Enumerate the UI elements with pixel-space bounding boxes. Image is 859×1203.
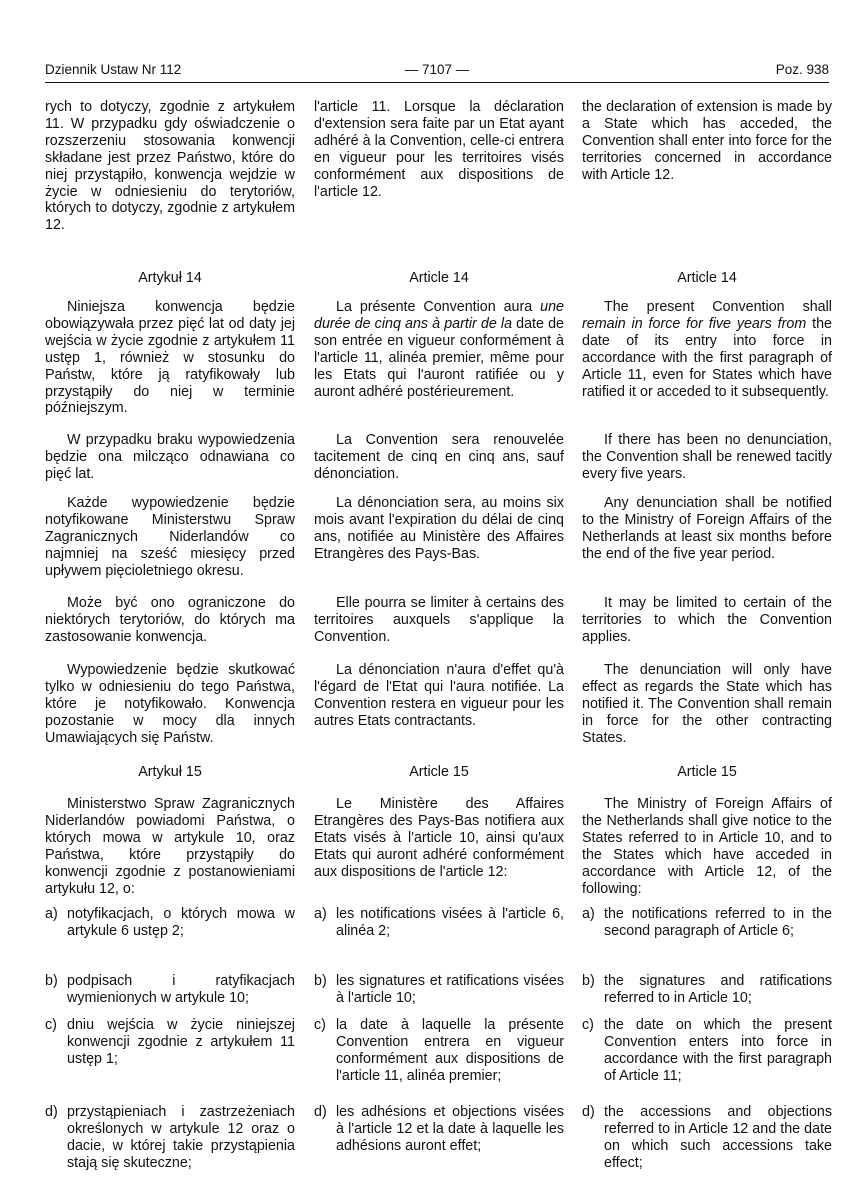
list-item-a: a) the notifications referred to in the second paragraph of Article 6;: [582, 906, 832, 939]
art14-paragraph-4: Może być ono ograniczone do niektórych terytoriów, do których ma zastosowanie konwencja.: [45, 595, 295, 645]
art14-paragraph-3: Any denunciation shall be notified to the Ministry of Foreign Affairs of the Netherlands at least six months before the end of the five year period.: [582, 495, 832, 562]
intro-paragraph: rych to dotyczy, zgodnie z artykułem 11. W przypadku gdy oświadczenie o rozszerzeniu stosowania konwencji składane jest przez Państwo, które do niej przystąpiło, konwencja wejdzie w życie w odniesieniu do terytoriów, których to dotyczy, zgodnie z artykułem 12.: [45, 99, 295, 234]
art14-paragraph-4: Elle pourra se limiter à certains des territoires auxquels s'applique la Convention.: [314, 595, 564, 645]
art14-paragraph-3: La dénonciation sera, au moins six mois avant l'expiration du délai de cinq ans, notifiée au Ministère des Affaires Etrangères des Pays-Bas.: [314, 495, 564, 562]
list-item-a: a) notyfikacjach, o których mowa w artykule 6 ustęp 2;: [45, 906, 295, 939]
article-15-heading: Article 15: [409, 764, 469, 780]
art15-intro: Ministerstwo Spraw Zagranicznych Niderlandów powiadomi Państwa, o których mowa w artykule 10, oraz Państwa, które przystąpiły do konwencji zgodnie z postanowieniami artykułu 12, o:: [45, 796, 295, 897]
page-number: — 7107 —: [404, 62, 470, 77]
list-item-d: d) przystąpieniach i zastrzeżeniach określonych w artykule 12 oraz o dacie, w której takie przystąpienia stają się skuteczne;: [45, 1104, 295, 1171]
list-item-c: c) the date on which the present Convention enters into force in accordance with the first paragraph of Article 11;: [582, 1017, 832, 1084]
art14-paragraph-1: La présente Convention aura une durée de cinq ans à partir de la date de son entrée en vigueur conformément à l'article 11, alinéa premier, même pour les Etats qui l'auront ratifiée ou y auront adhéré postérieurement.: [314, 299, 564, 400]
page-header: [45, 60, 829, 80]
article-14-heading: Article 14: [677, 270, 737, 286]
art14-paragraph-5: Wypowiedzenie będzie skutkować tylko w odniesieniu do tego Państwa, które je notyfikowało. Konwencja pozostanie w mocy dla innych Umawiających się Państw.: [45, 662, 295, 746]
header-rule: [45, 82, 829, 83]
art14-paragraph-4: It may be limited to certain of the territories to which the Convention applies.: [582, 595, 832, 645]
art15-intro: Le Ministère des Affaires Etrangères des Pays-Bas notifiera aux Etats visés à l'article 10, ainsi qu'aux Etats qui auront adhéré conformément aux dispositions de l'article 12:: [314, 796, 564, 880]
list-item-c: c) dniu wejścia w życie niniejszej konwencji zgodnie z artykułem 11 ustęp 1;: [45, 1017, 295, 1067]
art14-paragraph-1: The present Convention shall remain in force for five years from the date of its entry into force in accordance with the first paragraph of Article 11, even for States which have ratified it or acceded to it subsequently.: [582, 299, 832, 400]
list-item-b: b) the signatures and ratifications referred to in Article 10;: [582, 973, 832, 1006]
intro-paragraph: l'article 11. Lorsque la déclaration d'extension sera faite par un Etat ayant adhéré à la Convention, celle-ci entrera en vigueur pour les territoires visés conformément aux dispositions de l'article 12.: [314, 99, 564, 200]
list-item-d: d) the accessions and objections referred to in Article 12 and the date on which such accessions take effect;: [582, 1104, 832, 1171]
list-item-c: c) la date à laquelle la présente Convention entrera en vigueur conformément aux dispositions de l'article 11, alinéa premier;: [314, 1017, 564, 1084]
journal-title: Dziennik Ustaw Nr 112: [45, 62, 182, 77]
article-14-heading: Artykuł 14: [138, 270, 202, 286]
art14-paragraph-5: The denunciation will only have effect as regards the State which has notified it. The Convention shall remain in force for the other contracting States.: [582, 662, 832, 746]
article-15-heading: Article 15: [677, 764, 737, 780]
list-item-b: b) les signatures et ratifications visées à l'article 10;: [314, 973, 564, 1006]
art14-paragraph-3: Każde wypowiedzenie będzie notyfikowane Ministerstwu Spraw Zagranicznych Niderlandów co najmniej na sześć miesięcy przed upływem pięcioletniego okresu.: [45, 495, 295, 579]
list-item-a: a) les notifications visées à l'article 6, alinéa 2;: [314, 906, 564, 939]
article-14-heading: Article 14: [409, 270, 469, 286]
list-item-d: d) les adhésions et objections visées à l'article 12 et la date à laquelle les adhésions auront effet;: [314, 1104, 564, 1154]
list-item-b: b) podpisach i ratyfikacjach wymienionych w artykule 10;: [45, 973, 295, 1006]
art14-paragraph-2: W przypadku braku wypowiedzenia będzie ona milcząco odnawiana co pięć lat.: [45, 432, 295, 482]
art14-paragraph-5: La dénonciation n'aura d'effet qu'à l'égard de l'Etat qui l'aura notifiée. La Convention restera en vigueur pour les autres Etats contractants.: [314, 662, 564, 729]
art14-paragraph-2: If there has been no denunciation, the Convention shall be renewed tacitly every five years.: [582, 432, 832, 482]
art14-paragraph-2: La Convention sera renouvelée tacitement de cinq en cinq ans, sauf dénonciation.: [314, 432, 564, 482]
intro-paragraph: the declaration of extension is made by a State which has acceded, the Convention shall enter into force for the territories concerned in accordance with Article 12.: [582, 99, 832, 183]
art14-paragraph-1: Niniejsza konwencja będzie obowiązywała przez pięć lat od daty jej wejścia w życie zgodnie z artykułem 11 ustęp 1, również w stosunku do Państw, które ją ratyfikowały lub przystąpiły do niej w terminie późniejszym.: [45, 299, 295, 417]
position-number: Poz. 938: [775, 62, 829, 77]
article-15-heading: Artykuł 15: [138, 764, 202, 780]
art15-intro: The Ministry of Foreign Affairs of the Netherlands shall give notice to the States referred to in Article 10, and to the States which have acceded in accordance with Article 12, of the following:: [582, 796, 832, 897]
